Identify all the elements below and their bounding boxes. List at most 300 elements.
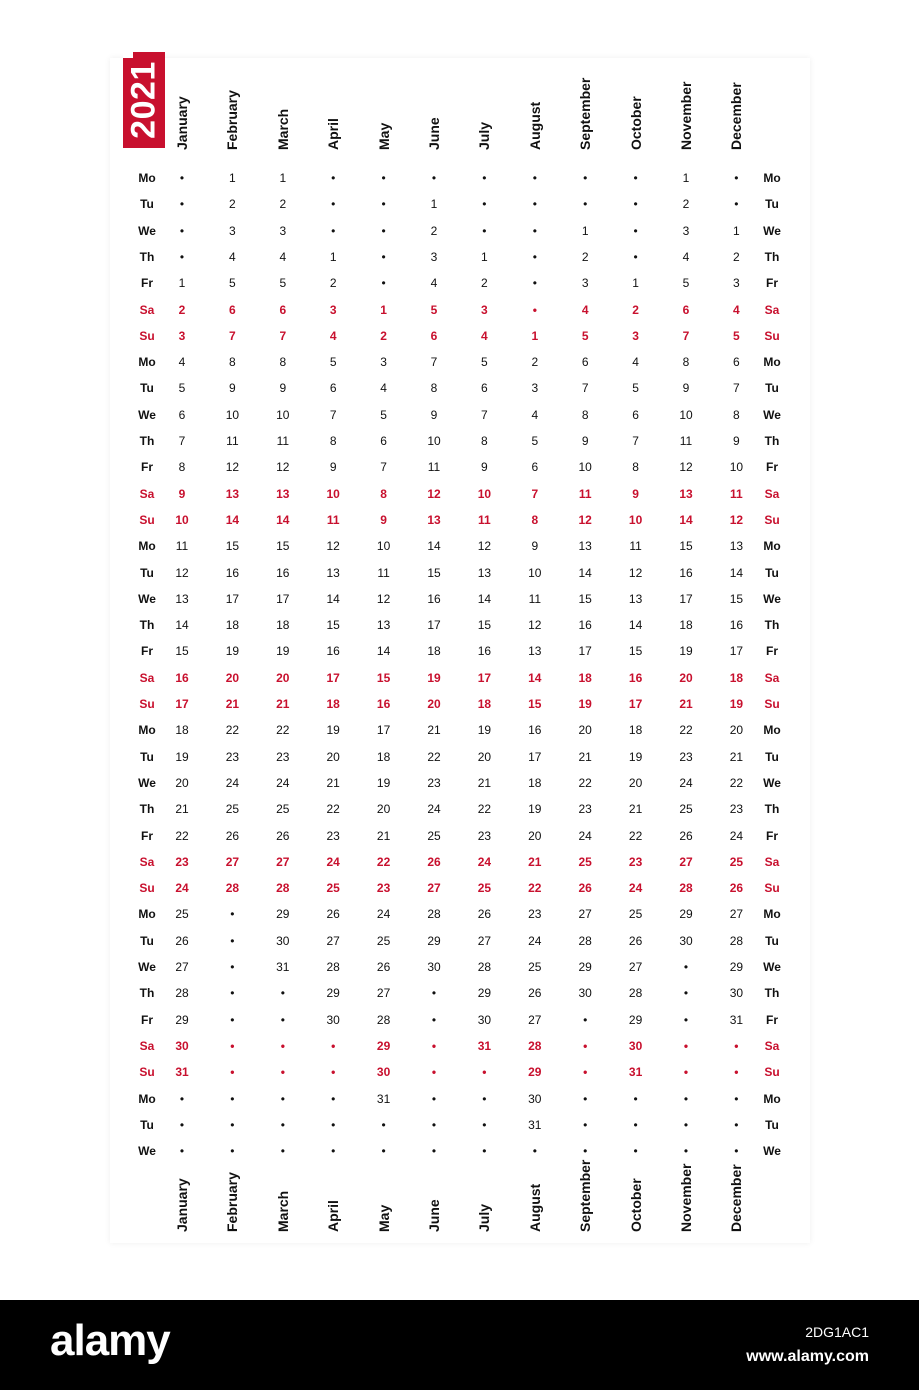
day-cell: • [381,276,386,291]
day-cell: 16 [477,644,492,659]
weekday-label-left: Sa [139,1038,155,1053]
day-cell: 11 [427,460,441,475]
day-cell: 27 [326,933,340,948]
day-cell: • [683,960,689,974]
weekday-label-right: Mo [763,355,781,370]
day-cell: 6 [682,302,690,317]
day-cell: • [633,249,638,264]
day-cell: • [583,1065,588,1080]
day-cell: 2 [380,328,387,343]
day-cell: 2 [178,302,186,317]
month-label-bottom: May [375,1204,392,1232]
day-cell: 15 [679,539,693,554]
weekday-label-right: Mo [763,171,781,185]
day-cell: 1 [481,249,488,264]
day-cell: • [381,197,386,212]
day-cell: 4 [430,276,438,291]
day-cell: • [331,1144,336,1159]
day-cell: 21 [326,775,340,790]
day-cell: 30 [679,933,693,948]
day-cell: 28 [427,907,441,922]
day-cell: • [532,223,537,238]
day-cell: 4 [682,249,690,264]
day-cell: • [583,1144,588,1159]
day-cell: 7 [279,328,287,343]
day-cell: 7 [682,328,690,343]
day-cell: • [431,1117,437,1132]
day-cell: • [280,1144,285,1159]
day-cell: • [230,1038,235,1053]
day-cell: • [431,1038,437,1053]
day-cell: • [482,1065,487,1080]
day-cell: 2 [581,249,589,264]
day-cell: 4 [581,302,589,317]
day-cell: 23 [326,828,340,843]
day-cell: 3 [632,328,639,343]
day-cell: 26 [578,881,592,896]
day-cell: 25 [628,907,643,922]
day-cell: 19 [376,775,391,790]
day-cell: 6 [430,328,438,343]
day-cell: 8 [279,355,287,370]
day-cell: • [583,1117,588,1132]
day-cell: 5 [733,328,740,343]
day-cell: 22 [225,723,240,738]
day-cell: 24 [376,907,391,922]
day-cell: 1 [329,249,337,264]
day-cell: 31 [175,1065,189,1080]
weekday-label-left: Tu [140,933,154,948]
day-cell: 8 [682,355,690,370]
day-cell: 5 [178,381,186,396]
image-id: 2DG1AC1 [805,1324,869,1340]
day-cell: 15 [477,618,492,633]
day-cell: 27 [225,854,240,869]
day-cell: 15 [326,618,340,633]
weekday-label-left: Th [139,802,155,817]
day-cell: 18 [376,749,391,764]
day-cell: 15 [175,644,189,659]
day-cell: 24 [628,881,643,896]
weekday-label-left: Fr [141,644,153,659]
day-cell: • [431,171,437,185]
weekday-label-left: Th [139,249,155,264]
day-cell: 28 [628,986,643,1001]
day-cell: 16 [578,618,592,633]
weekday-label-left: Sa [139,670,155,685]
day-cell: 8 [733,407,740,422]
weekday-label-left: Su [139,881,155,896]
day-cell: 2 [531,355,539,370]
day-cell: 24 [477,854,492,869]
day-cell: 26 [427,854,441,869]
day-cell: 18 [679,618,693,633]
day-cell: 19 [528,802,542,817]
day-cell: 18 [225,618,240,633]
day-cell: 5 [430,302,438,317]
day-cell: 22 [528,881,542,896]
day-cell: • [583,1091,588,1106]
day-cell: • [331,197,336,212]
day-cell: 21 [225,697,240,711]
day-cell: 16 [679,565,693,580]
day-cell: 27 [175,960,189,974]
day-cell: 22 [729,775,744,790]
day-cell: 23 [427,775,441,790]
weekday-label-right: Mo [763,539,781,554]
day-cell: 20 [326,749,340,764]
day-cell: 4 [229,249,236,264]
month-label-top: July [476,121,493,150]
day-cell: 3 [380,355,387,370]
weekday-label-left: Mo [138,1091,156,1106]
day-cell: 2 [430,223,438,238]
day-cell: 29 [628,1012,643,1027]
day-cell: 30 [578,986,592,1001]
day-cell: • [431,1065,437,1080]
day-cell: 11 [730,486,743,501]
weekday-label-right: Th [764,986,780,1001]
day-cell: 24 [729,828,744,843]
day-cell: • [331,1038,336,1053]
day-cell: 23 [175,854,189,869]
weekday-label-left: Fr [141,276,153,291]
day-cell: 27 [578,907,592,922]
day-cell: 13 [225,486,240,501]
day-cell: 19 [679,644,693,659]
day-cell: 18 [175,723,189,738]
day-cell: 26 [326,907,340,922]
weekday-label-right: Mo [763,723,781,738]
day-cell: 21 [427,723,441,738]
day-cell: • [280,1117,285,1132]
day-cell: 9 [581,434,589,448]
day-cell: 3 [178,328,186,343]
day-cell: • [179,171,185,185]
day-cell: 15 [376,670,391,685]
day-cell: 20 [276,670,290,685]
day-cell: 24 [528,933,542,948]
day-cell: 1 [733,223,740,238]
weekday-label-left: Fr [141,1012,153,1027]
day-cell: • [583,197,588,212]
day-cell: 22 [376,854,391,869]
day-cell: 28 [729,933,744,948]
day-cell: 4 [380,381,387,396]
day-cell: • [431,1012,437,1027]
day-cell: 31 [628,1065,643,1080]
weekday-label-right: Su [764,697,780,711]
day-cell: 13 [528,644,542,659]
day-cell: 8 [229,355,236,370]
day-cell: 2 [481,276,488,291]
day-cell: 28 [175,986,189,1001]
day-cell: • [381,1144,386,1159]
day-cell: 19 [477,723,492,738]
day-cell: 22 [578,775,592,790]
day-cell: 10 [326,486,340,501]
day-cell: 13 [477,565,492,580]
day-cell: 15 [528,697,542,711]
weekday-label-left: Th [139,434,155,448]
day-cell: • [230,960,235,974]
day-cell: 23 [679,749,693,764]
day-cell: 10 [376,539,391,554]
day-cell: 24 [578,828,592,843]
day-cell: • [734,1065,739,1080]
day-cell: 16 [276,565,290,580]
day-cell: 13 [427,512,441,527]
day-cell: • [633,197,638,212]
day-cell: 21 [477,775,492,790]
day-cell: 14 [326,591,340,606]
month-label-bottom: February [224,1172,241,1232]
day-cell: 9 [531,539,539,554]
day-cell: 20 [477,749,492,764]
day-cell: 8 [531,512,539,527]
day-cell: 2 [279,197,287,212]
day-cell: 21 [175,802,189,817]
day-cell: 11 [478,512,491,527]
day-cell: 25 [326,881,340,896]
day-cell: 14 [628,618,643,633]
day-cell: 5 [229,276,236,291]
day-cell: 8 [380,486,387,501]
day-cell: 3 [279,223,287,238]
day-cell: 4 [329,328,337,343]
weekday-label-left: Th [139,986,155,1001]
day-cell: 31 [376,1091,391,1106]
day-cell: 11 [528,591,542,606]
weekday-label-right: Tu [765,1117,779,1132]
day-cell: • [734,197,739,212]
weekday-label-right: Su [764,512,780,527]
day-cell: • [683,1012,689,1027]
day-cell: 1 [279,171,287,185]
month-label-top: April [325,118,342,150]
day-cell: 20 [628,775,643,790]
day-cell: 29 [175,1012,189,1027]
day-cell: 5 [329,355,337,370]
day-cell: • [179,197,185,212]
day-cell: • [734,1144,739,1159]
day-cell: 22 [679,723,693,738]
day-cell: 6 [531,460,539,475]
day-cell: 5 [531,434,539,448]
day-cell: 22 [276,723,290,738]
day-cell: 29 [427,933,441,948]
weekday-label-right: We [763,1144,781,1159]
day-cell: • [683,1091,689,1106]
day-cell: 10 [427,434,441,448]
day-cell: 12 [376,591,391,606]
weekday-label-left: We [138,591,156,606]
day-cell: 13 [175,591,189,606]
day-cell: 10 [276,407,290,422]
weekday-label-right: Fr [766,276,778,291]
day-cell: 23 [276,749,290,764]
day-cell: 25 [729,854,744,869]
day-cell: 27 [679,854,693,869]
day-cell: • [734,171,739,185]
day-cell: 13 [679,486,693,501]
day-cell: 24 [225,775,240,790]
day-cell: 9 [481,460,488,475]
day-cell: 17 [679,591,693,606]
day-cell: • [280,1091,285,1106]
day-cell: 7 [430,355,438,370]
day-cell: 6 [380,434,387,448]
day-cell: 2 [682,197,690,212]
weekday-label-right: Sa [764,1038,780,1053]
day-cell: 14 [578,565,592,580]
day-cell: 8 [481,434,488,448]
day-cell: 16 [326,644,340,659]
day-cell: 15 [276,539,290,554]
weekday-label-right: Sa [764,670,780,685]
day-cell: 17 [326,670,340,685]
day-cell: 27 [729,907,744,922]
day-cell: 10 [175,512,189,527]
day-cell: 17 [628,697,643,711]
day-cell: 29 [477,986,492,1001]
day-cell: • [482,223,487,238]
day-cell: 9 [229,381,236,396]
day-cell: • [633,171,638,185]
day-cell: 24 [427,802,441,817]
weekday-label-left: Su [139,328,155,343]
day-cell: 12 [326,539,340,554]
day-cell: 15 [628,644,643,659]
day-cell: 1 [632,276,639,291]
day-cell: 7 [733,381,740,396]
weekday-label-right: Sa [764,854,780,869]
day-cell: 23 [729,802,744,817]
weekday-label-left: Fr [141,828,153,843]
day-cell: 11 [377,565,390,580]
day-cell: 19 [326,723,340,738]
day-cell: 5 [380,407,387,422]
weekday-label-right: Su [764,1065,780,1080]
month-label-top: March [274,108,291,150]
day-cell: • [331,223,336,238]
day-cell: 4 [481,328,488,343]
day-cell: 16 [729,618,744,633]
weekday-label-right: Th [764,249,780,264]
day-cell: 9 [329,460,337,475]
weekday-label-left: We [138,775,156,790]
day-cell: 11 [276,434,290,448]
day-cell: 15 [225,539,240,554]
day-cell: • [230,1117,235,1132]
day-cell: • [482,197,487,212]
day-cell: 15 [427,565,441,580]
day-cell: 4 [279,249,287,264]
day-cell: 23 [477,828,492,843]
day-cell: • [633,1091,638,1106]
day-cell: 22 [628,828,643,843]
day-cell: 14 [528,670,542,685]
day-cell: 3 [682,223,690,238]
day-cell: 15 [578,591,592,606]
day-cell: 25 [427,828,441,843]
day-cell: 9 [682,381,690,396]
alamy-logo: alamy [50,1316,170,1365]
day-cell: 21 [276,697,290,711]
month-label-top: May [375,122,392,150]
day-cell: • [230,1091,235,1106]
day-cell: 28 [376,1012,391,1027]
day-cell: • [633,1144,638,1159]
day-cell: 26 [225,828,240,843]
day-cell: • [280,1065,285,1080]
day-cell: 28 [578,933,592,948]
day-cell: • [230,933,235,948]
day-cell: 17 [578,644,592,659]
weekday-label-left: Sa [139,486,155,501]
day-cell: 30 [427,960,441,974]
month-label-bottom: September [577,1159,594,1232]
day-cell: 23 [578,802,592,817]
day-cell: • [683,1144,689,1159]
day-cell: 6 [481,381,488,396]
day-cell: 9 [430,407,438,422]
day-cell: 11 [175,539,189,554]
day-cell: • [230,1012,235,1027]
day-cell: 14 [427,539,441,554]
day-cell: 21 [528,854,542,869]
day-cell: • [179,223,185,238]
day-cell: • [179,249,185,264]
day-cell: 31 [477,1038,492,1053]
day-cell: • [381,1117,386,1132]
weekday-label-left: We [138,1144,156,1159]
day-cell: 17 [729,644,744,659]
day-cell: 6 [178,407,186,422]
day-cell: • [230,1144,235,1159]
day-cell: 10 [528,565,542,580]
day-cell: 28 [276,881,290,896]
month-label-bottom: August [526,1183,543,1232]
day-cell: 10 [628,512,643,527]
day-cell: 9 [279,381,287,396]
day-cell: • [734,1117,739,1132]
day-cell: 1 [581,223,589,238]
weekday-label-left: Fr [141,460,153,475]
day-cell: 18 [628,723,643,738]
month-label-bottom: November [678,1163,694,1232]
weekday-label-right: We [763,960,781,974]
day-cell: 28 [477,960,492,974]
day-cell: 5 [632,381,639,396]
day-cell: 17 [376,723,391,738]
day-cell: • [230,1065,235,1080]
day-cell: 1 [430,197,438,212]
day-cell: • [532,302,537,317]
day-cell: 24 [679,775,693,790]
day-cell: • [331,171,336,185]
day-cell: 22 [175,828,189,843]
day-cell: • [179,1144,185,1159]
day-cell: 26 [679,828,693,843]
month-label-bottom: January [174,1178,190,1232]
day-cell: 2 [733,249,740,264]
day-cell: 7 [380,460,387,475]
day-cell: • [482,1144,487,1159]
day-cell: 1 [178,276,186,291]
day-cell: 3 [329,302,337,317]
day-cell: • [331,1065,336,1080]
